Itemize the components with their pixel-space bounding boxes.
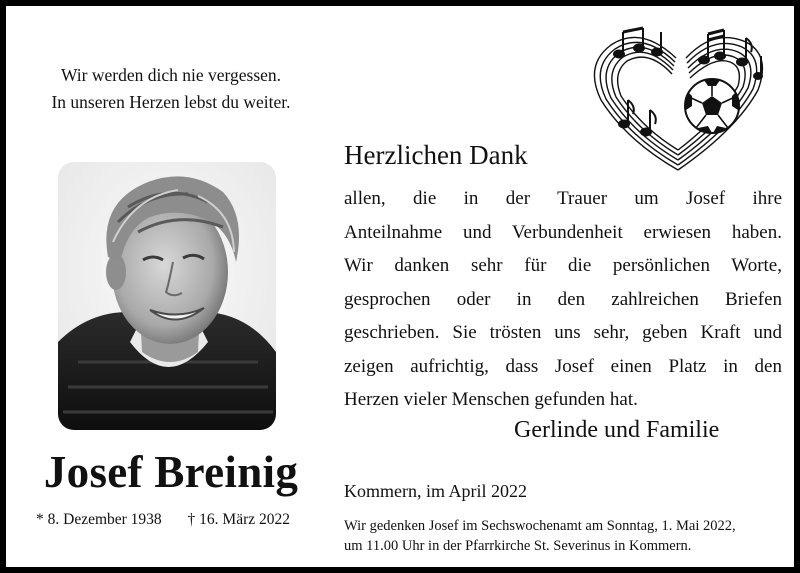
memorial-mass-notice <box>344 516 782 556</box>
thanks-body <box>344 182 782 417</box>
place-date: Kommern, im April 2022 <box>344 481 527 501</box>
thanks-line: geschrieben. Sie trösten uns sehr, geben Kraft und <box>344 322 782 343</box>
deceased-name: Josef Breinig <box>43 447 299 497</box>
thanks-line: zeigen aufrichtig, dass Josef einen Platz in den <box>344 355 782 377</box>
thanks-line: Herzen vieler Menschen gefunden hat. <box>344 389 638 410</box>
thanks-heading: Herzlichen Dank <box>344 140 528 170</box>
death-date: † 16. März 2022 <box>187 511 290 528</box>
motto-line-1: Wir werden dich nie vergessen. <box>60 65 282 85</box>
thanks-line: gesprochen oder in den zahlreichen Briefen <box>344 288 782 310</box>
soccer-ball-icon <box>685 79 739 133</box>
birth-date: * 8. Dezember 1938 <box>36 511 162 528</box>
thanks-line: Anteilnahme und Verbundenheit erwiesen haben. <box>344 221 782 243</box>
music-heart-soccer-icon <box>586 20 776 180</box>
signature: Gerlinde und Familie <box>514 417 720 443</box>
mass-line-1: Wir gedenken Josef im Sechswochenamt am Sonntag, 1. Mai 2022, <box>344 518 736 534</box>
portrait-photo <box>58 162 276 430</box>
motto-line-2: In unseren Herzen lebst du weiter. <box>51 92 291 112</box>
mass-line-2: um 11.00 Uhr in der Pfarrkirche St. Severinus in Kommern. <box>344 538 692 554</box>
thanks-line: allen, die in der Trauer um Josef ihre <box>344 188 782 209</box>
motto <box>26 62 316 116</box>
thanks-line: Wir danken sehr für die persönlichen Worte, <box>344 255 782 276</box>
